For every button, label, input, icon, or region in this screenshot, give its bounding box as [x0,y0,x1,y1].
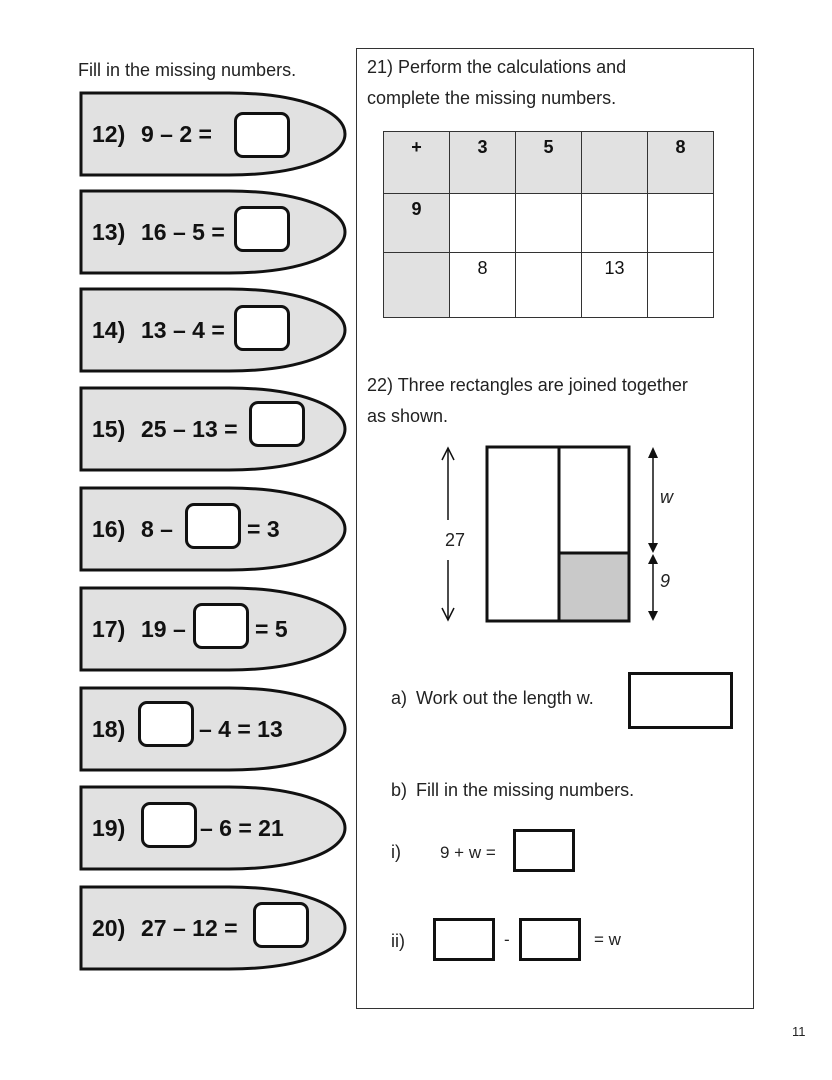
table-value-cell: 13 [582,253,648,318]
question-number: 14) [92,316,126,343]
table-answer-cell[interactable] [648,253,714,318]
question-16 [79,486,347,572]
question-expression: 13 – 4 = [141,316,225,343]
question-result: – 6 = 21 [200,814,284,841]
q21-instruction-line2: complete the missing numbers. [367,88,617,108]
part-i-label: i) [391,842,401,862]
answer-box[interactable] [253,902,309,948]
answer-box[interactable] [141,802,197,848]
part-a-label: a) [391,688,408,708]
question-number: 13) [92,218,126,245]
question-number: 18) [92,715,126,742]
question-expression: 19 – [141,615,186,642]
question-14 [79,287,347,373]
question-19 [79,785,347,871]
part-ii-label: ii) [391,931,405,951]
question-expression: 16 – 5 = [141,218,225,245]
question-expression: 25 – 13 = [141,415,238,442]
part-b-label: b) [391,780,408,800]
question-number: 15) [92,415,126,442]
question-expression: 8 – [141,515,173,542]
table-answer-cell[interactable] [582,194,648,253]
answer-box[interactable] [249,401,305,447]
answer-box[interactable] [193,603,249,649]
q22-instruction-line2: as shown. [367,406,449,426]
table-header-cell: 3 [450,132,516,194]
part-ii-first-box[interactable] [433,918,495,961]
question-number: 20) [92,914,126,941]
part-ii-second-box[interactable] [519,918,581,961]
table-answer-cell[interactable] [450,194,516,253]
answer-box[interactable] [185,503,241,549]
table-header-cell-blank[interactable] [582,132,648,194]
question-number: 17) [92,615,126,642]
addition-table [383,131,714,318]
instruction-text: Fill in the missing numbers. [78,60,297,80]
question-18 [79,686,347,772]
answer-box[interactable] [234,206,290,252]
table-answer-cell[interactable] [516,253,582,318]
part-i-expression: 9 + w = [440,843,496,862]
nine-arrow [648,554,658,621]
question-expression: 9 – 2 = [141,120,212,147]
table-row-header-cell-blank[interactable] [384,253,450,318]
part-a-text: Work out the length w. [416,688,594,708]
question-12 [79,91,347,177]
equals-w-text: = w [594,930,621,949]
label-w: w [660,487,673,507]
shaded-rectangle [559,553,629,621]
q21-instruction-line1: 21) Perform the calculations and [367,57,627,77]
q22-instruction-line1: 22) Three rectangles are joined together [367,375,688,395]
question-result: – 4 = 13 [199,715,283,742]
question-number: 12) [92,120,126,147]
table-header-cell: 8 [648,132,714,194]
minus-sign: - [504,930,510,949]
answer-box[interactable] [234,112,290,158]
answer-box[interactable] [234,305,290,351]
question-result: = 5 [255,615,288,642]
question-expression: 27 – 12 = [141,914,238,941]
w-answer-box[interactable] [628,672,733,729]
question-number: 16) [92,515,126,542]
answer-box[interactable] [138,701,194,747]
label-27: 27 [445,530,466,550]
question-result: = 3 [247,515,280,542]
question-20 [79,885,347,971]
question-15 [79,386,347,472]
question-number: 19) [92,814,126,841]
table-answer-cell[interactable] [648,194,714,253]
table-answer-cell[interactable] [516,194,582,253]
table-value-cell: 8 [450,253,516,318]
page-number: 11 [792,1024,806,1039]
table-row-header-cell: 9 [384,194,450,253]
question-13 [79,189,347,275]
table-header-cell: 5 [516,132,582,194]
part-i-answer-box[interactable] [513,829,575,872]
w-arrow [648,447,658,553]
question-17 [79,586,347,672]
table-cell-operator: + [384,132,450,194]
label-9: 9 [660,571,671,591]
part-b-text: Fill in the missing numbers. [416,780,635,800]
